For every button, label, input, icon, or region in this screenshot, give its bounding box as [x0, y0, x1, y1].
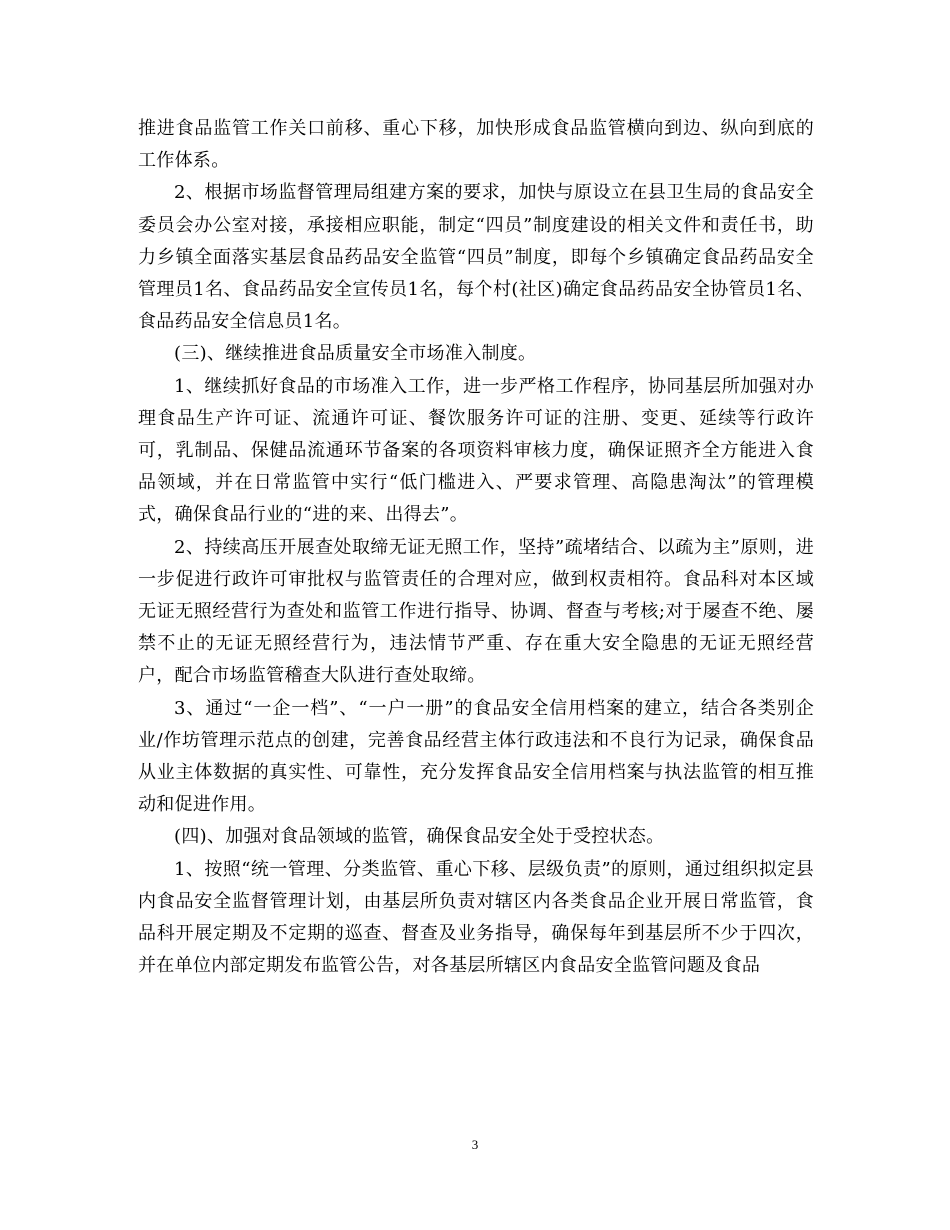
paragraph-market-access-work: 1、继续抓好食品的市场准入工作，进一步严格工作程序，协同基层所加强对办理食品生产许可证、流通许可证、餐饮服务许可证的注册、变更、延续等行政许可，乳制品、保健品流通环节备案的各项资料审核力度，确保证照齐全方能进入食品领域，并在日常监管中实行“低门槛进入、严要求管理、高隐患淘汰”的管理模式，确保食品行业的“进的来、出得去”。 [138, 375, 814, 526]
page-number: 3 [471, 1137, 479, 1152]
section-heading-food-supervision: (四)、加强对食品领域的监管，确保食品安全处于受控状态。 [174, 826, 665, 848]
paragraph-credit-files: 3、通过“一企一档”、“一户一册”的食品安全信用档案的建立，结合各类别企业/作坊管理示范点的创建，完善食品经营主体行政违法和不良行为记录，确保食品从业主体数据的真实性、可靠性，充分发挥食品安全信用档案与执法监管的相互推动和促进作用。 [138, 697, 814, 816]
paragraph-continuation: 推进食品监管工作关口前移、重心下移，加快形成食品监管横向到边、纵向到底的工作体系。 [138, 118, 814, 172]
paragraph-supervision-plan: 1、按照“统一管理、分类监管、重心下移、层级负责”的原则，通过组织拟定县内食品安全监督管理计划，由基层所负责对辖区内各类食品企业开展日常监管，食品科开展定期及不定期的巡查、督查及业务指导，确保每年到基层所不少于四次，并在单位内部定期发布监管公告，对各基层所辖区内食品安全监管问题及食品 [138, 858, 814, 977]
document-body [138, 113, 814, 982]
section-heading-market-access: (三)、继续推进食品质量安全市场准入制度。 [174, 343, 537, 365]
paragraph-four-officers-system: 2、根据市场监督管理局组建方案的要求，加快与原设立在县卫生局的食品安全委员会办公室对接，承接相应职能，制定“四员”制度建设的相关文件和责任书，助力乡镇全面落实基层食品药品安全监管“四员”制度，即每个乡镇确定食品药品安全管理员1名、食品药品安全宣传员1名，每个村(社区)确定食品药品安全协管员1名、食品药品安全信息员1名。 [138, 182, 814, 333]
paragraph-unlicensed-operations: 2、持续高压开展查处取缔无证无照工作，坚持”疏堵结合、以疏为主”原则，进一步促进行政许可审批权与监管责任的合理对应，做到权责相符。食品科对本区域无证无照经营行为查处和监管工作进行指导、协调、督查与考核;对于屡查不绝、屡禁不止的无证无照经营行为，违法情节严重、存在重大安全隐患的无证无照经营户，配合市场监管稽查大队进行查处取缔。 [138, 536, 814, 687]
